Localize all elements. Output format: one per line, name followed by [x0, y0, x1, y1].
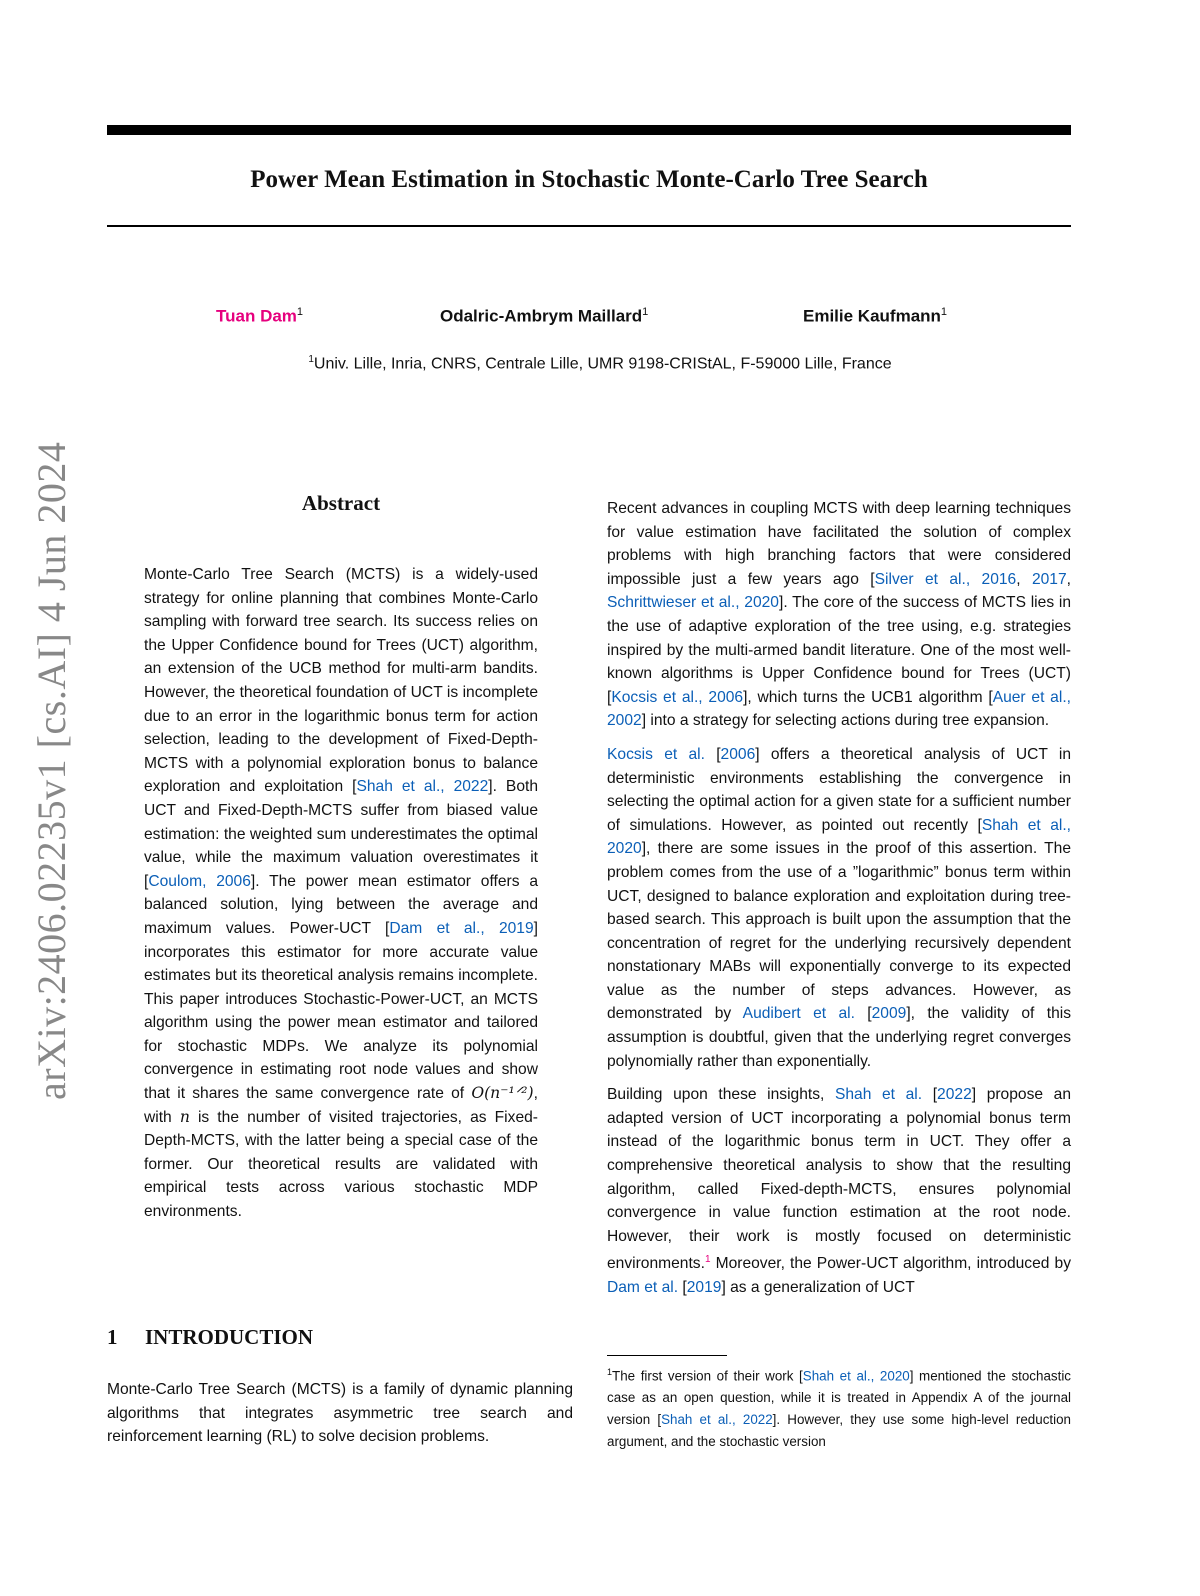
arxiv-stamp: arXiv:2406.02235v1 [cs.AI] 4 Jun 2024 — [29, 441, 74, 1100]
author-1-name[interactable]: Tuan Dam — [216, 306, 297, 326]
citation-link[interactable]: 2009 — [871, 1005, 907, 1023]
body-text: Building upon these insights, — [607, 1086, 835, 1104]
body-text: ] propose an adapted version of UCT incorporating a polynomial bonus term instead of the logarithmic bonus term in UCT. They offer a comprehensive theoretical analysis to show that the resulting algorithm, called Fixed-depth-MCTS, ensures polynomial convergence in value function estimation at the root node. However, their work is mostly focused on deterministic environments. — [607, 1086, 1072, 1273]
citation-link[interactable]: Shah et al., 2022 — [661, 1412, 773, 1428]
top-thick-rule — [107, 125, 1071, 135]
author-1-affil-mark: 1 — [296, 306, 304, 318]
author-2 — [440, 306, 648, 327]
body-text: , — [1066, 570, 1071, 588]
author-1[interactable] — [216, 306, 303, 327]
citation-link[interactable]: Kocsis et al., 2006 — [611, 688, 744, 706]
body-text: ]. The core of the success of MCTS lies in the use of adaptive exploration of the tree using, e.g. strategies inspired by the multi-armed bandit literature. One of the most well-known algorithms is Upper Confidence bound for Trees (UCT) [ — [607, 594, 1071, 706]
math-expression: O(n⁻¹ᐟ²) — [471, 1084, 534, 1103]
citation-link[interactable]: Coulom, 2006 — [148, 872, 251, 890]
footnote-text: ] mentioned the stochastic case as an open question, while it is treated in Appendix A of the journal version [ — [607, 1368, 1071, 1428]
citation-link[interactable]: Shah et al., 2022 — [356, 778, 489, 796]
citation-link[interactable]: Dam et al. — [607, 1279, 679, 1297]
body-text: ], there are some issues in the proof of this assertion. The problem comes from the use of a ”logarithmic” bonus term within UCT, designed to balance exploration and exploitation during tree-based search. This approach is built upon the assumption that the concentration of regret for the underlying recursively dependent nonstationary MABs will exponentially converge to its expected value as the number of steps advances. However, as demonstrated by — [607, 840, 1071, 1023]
paragraph — [607, 1083, 1071, 1300]
body-text: ], the validity of this assumption is doubtful, given that the underlying regret converges polynomially rather than exponentially. — [607, 1005, 1071, 1070]
citation-link[interactable]: 2022 — [937, 1086, 972, 1104]
paper-title: Power Mean Estimation in Stochastic Monte-Carlo Tree Search — [250, 166, 928, 193]
body-text: [ — [922, 1086, 938, 1104]
abstract-heading: Abstract — [301, 491, 381, 515]
abstract-text: ]. The power mean estimator offers a balanced solution, lying between the average and maximum values. Power-UCT [ — [144, 872, 538, 937]
citation-link[interactable]: Shah et al. — [834, 1086, 923, 1104]
citation-link[interactable]: Audibert et al. — [742, 1005, 855, 1023]
abstract-text: ]. Both UCT and Fixed-Depth-MCTS suffer from biased value estimation: the weighted sum underestimates the optimal value, while the maximum valuation overestimates it [ — [144, 778, 538, 890]
citation-link[interactable]: 2017 — [1031, 570, 1067, 588]
body-text: [ — [704, 745, 721, 763]
title-bottom-rule — [107, 225, 1071, 227]
body-text: ] as a generalization of UCT — [721, 1279, 915, 1297]
footnote — [607, 1361, 1071, 1453]
citation-link[interactable]: Dam et al., 2019 — [389, 919, 534, 937]
section-number: 1 — [107, 1325, 118, 1349]
footnote-text: ]. However, they use some high-level reduction argument, and the stochastic version — [607, 1412, 1071, 1450]
footnote-mark[interactable]: 1 — [704, 1254, 711, 1266]
body-text: ], which turns the UCB1 algorithm [ — [743, 688, 993, 706]
body-text: Moreover, the Power-UCT algorithm, introduced by — [710, 1255, 1071, 1273]
abstract-text: , with — [144, 1085, 538, 1126]
abstract-text: Monte-Carlo Tree Search (MCTS) is a widely-used strategy for online planning that combines Monte-Carlo sampling with forward tree search. Its success relies on the Upper Confidence bound for Trees (UCT) algorithm, an extension of the UCB method for multi-arm bandits. However, the theoretical foundation of UCT is incomplete due to an error in the logarithmic bonus term for action selection, leading to the development of Fixed-Depth-MCTS with a polynomial exploration bonus to balance exploration and exploitation [ — [144, 566, 538, 796]
body-text: [ — [854, 1005, 872, 1023]
author-3-affil-mark: 1 — [940, 306, 948, 318]
section-title: INTRODUCTION — [145, 1325, 314, 1349]
footnote-rule — [607, 1355, 727, 1356]
footnote-number: 1 — [607, 1367, 613, 1377]
body-text: Recent advances in coupling MCTS with deep learning techniques for value estimation have facilitated the solution of complex problems with high branching factors that were considered impossible just a few years ago [ — [607, 500, 1071, 588]
intro-paragraph: Monte-Carlo Tree Search (MCTS) is a family of dynamic planning algorithms that integrates asymmetric tree search and reinforcement learning (RL) to solve decision problems. — [107, 1381, 573, 1446]
math-expression: n — [179, 1107, 190, 1126]
right-column — [607, 497, 1071, 1310]
affiliation — [0, 354, 1200, 373]
author-2-name: Odalric-Ambrym Maillard — [440, 306, 643, 326]
footnote-text: The first version of their work [ — [612, 1368, 803, 1384]
paragraph — [607, 743, 1071, 1073]
citation-link[interactable]: Schrittwieser et al., 2020 — [607, 594, 779, 612]
citation-link[interactable]: 2006 — [720, 745, 756, 763]
body-text: ] into a strategy for selecting actions during tree expansion. — [641, 712, 1050, 730]
citation-link[interactable]: 2019 — [686, 1279, 722, 1297]
author-3-name: Emilie Kaufmann — [803, 306, 941, 326]
author-2-affil-mark: 1 — [642, 306, 649, 318]
abstract-text: ] incorporates this estimator for more accurate value estimates but its theoretical analysis remains incomplete. This paper introduces Stochastic-Power-UCT, an MCTS algorithm using the power mean estimator and tailored for stochastic MDPs. We analyze its polynomial convergence in estimating root node values and show that it shares the same convergence rate of — [144, 919, 538, 1103]
abstract-paragraph — [144, 563, 538, 1224]
abstract-text: is the number of visited trajectories, as Fixed-Depth-MCTS, with the latter being a special case of the former. Our theoretical results are validated with empirical tests across various stochastic MDP environments. — [144, 1108, 538, 1221]
author-3 — [803, 306, 947, 327]
citation-link[interactable]: Shah et al., 2020 — [607, 816, 1072, 858]
body-text: [ — [678, 1279, 687, 1297]
introduction-body — [107, 1378, 573, 1459]
body-text: ] offers a theoretical analysis of UCT in deterministic environments establishing the convergence in selecting the optimal action for a given state for a sufficient number of simulations. However, as pointed out recently [ — [607, 745, 1071, 834]
citation-link[interactable]: Kocsis et al. — [607, 745, 705, 763]
paragraph — [607, 497, 1071, 733]
affiliation-text: Univ. Lille, Inria, CNRS, Centrale Lille, UMR 9198-CRIStAL, F-59000 Lille, France — [313, 355, 892, 373]
citation-link[interactable]: Silver et al., 2016 — [874, 570, 1017, 588]
section-heading — [107, 1325, 313, 1350]
citation-link[interactable]: Auer et al., 2002 — [607, 688, 1071, 730]
abstract-body — [144, 563, 538, 1234]
affiliation-mark: 1 — [308, 354, 314, 365]
citation-link[interactable]: Shah et al., 2020 — [802, 1368, 910, 1384]
body-text: , — [1016, 570, 1032, 588]
